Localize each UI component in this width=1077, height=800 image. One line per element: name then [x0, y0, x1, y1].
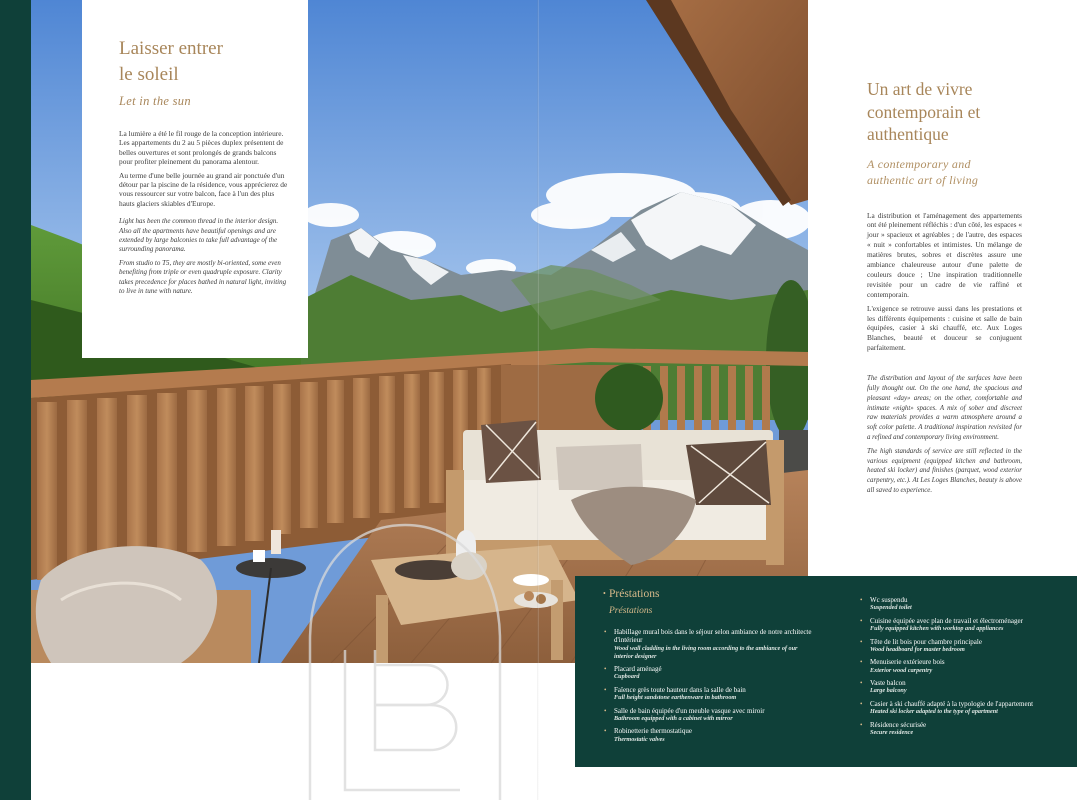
left-text-card: [82, 0, 308, 358]
left-title-line-1: Laisser entrer: [119, 38, 223, 59]
prestation-fr: • Wc suspendu: [870, 596, 908, 604]
prestation-item: [611, 707, 816, 723]
left-title: [119, 36, 289, 88]
right-title-line-3: authentique: [867, 124, 949, 144]
prestation-item: [867, 638, 1072, 654]
right-english-text: [867, 374, 1022, 496]
prestation-fr: • Placard aménagé: [614, 665, 662, 674]
prestation-item: [611, 686, 816, 702]
prestation-en: Full height sandstone earthenware in bathroom: [614, 694, 737, 702]
prestation-en: Secure residence: [870, 729, 914, 737]
prestation-en: Wood headboard for master bedroom: [870, 645, 965, 653]
right-french-text: [867, 211, 1022, 354]
left-title-line-2: le soleil: [119, 64, 179, 85]
prestation-fr: • Menuiserie extérieure bois: [870, 658, 945, 667]
lb-monogram-icon: [290, 520, 520, 800]
prestation-en: Fully equipped kitchen with worktop and appliances: [870, 625, 1004, 633]
prestation-item: [867, 596, 1072, 612]
prestations-column-2: [867, 596, 1072, 742]
right-subtitle-line-2: authentic art of living: [867, 172, 979, 187]
prestations-subtitle: Préstations: [609, 606, 653, 616]
prestation-fr: • Cuisine équipée avec plan de travail et électroménager: [870, 616, 1023, 625]
left-french-text: [119, 129, 289, 208]
right-subtitle: [867, 156, 1022, 188]
left-en-paragraph: From studio to T5, they are mostly bi-oriented, some even benefiting from triple or even quadruple exposure. Clarity takes precedence for places bathed in natural light, inviting to live in tune with nature.: [119, 258, 287, 296]
prestations-panel: [575, 576, 1077, 767]
spine-band: [0, 0, 31, 800]
prestation-fr: • Tête de lit bois pour chambre principale: [870, 637, 982, 646]
prestation-en: Cupboard: [614, 673, 640, 681]
prestation-en: Large balcony: [870, 687, 907, 695]
right-title-line-2: contemporain et: [867, 101, 981, 122]
prestation-fr: • Robinetterie thermostatique: [614, 727, 692, 736]
prestation-en: Suspended toilet: [870, 604, 912, 612]
prestations-title-text: Préstations: [609, 588, 660, 600]
right-en-paragraph: The distribution and layout of the surfaces have been fully thought out. On the one hand, the spacious and pleasant «day» areas; on the other, comfortable and intimate «night» spaces. A mix of sober and discreet raw materials provides a warm atmosphere around a soft color palette. A traditional inspiration revisited for a refined and contemporary living environment.: [867, 375, 1022, 441]
prestations-column-1: [611, 628, 816, 748]
prestation-fr: • Casier à ski chauffé adapté à la typologie de l'appartement: [870, 699, 1034, 708]
left-fr-paragraph: Au terme d'une belle journée au grand air ponctuée d'un détour par la piscine de la résidence, vous apprécierez de vous ressourcer sur votre balcon, face à l'un des plus hauts glaciers skiables d'Europe.: [119, 170, 288, 208]
prestation-en: Wood wall cladding in the living room according to the ambiance of our interior designer: [614, 644, 798, 660]
right-fr-paragraph: La distribution et l'aménagement des appartements ont été pleinement réfléchis : d'un côté, les espaces « jour » spacieux et agréables ; de l'autre, des espaces « nuit » confortables et intimistes. Un mélange de matières brutes, sobres et discrètes assure une ambiance chaleureuse autour d'une palette de couleurs douce ; Une inspiration traditionnelle revisitée pour un cadre de vie raffiné et contemporain.: [867, 210, 1022, 299]
left-subtitle: Let in the sun: [119, 94, 191, 108]
prestation-en: Exterior wood carpentry: [870, 666, 933, 674]
prestation-fr: • Faïence grès toute hauteur dans la salle de bain: [614, 685, 746, 694]
prestation-item: [611, 665, 816, 681]
right-title: [867, 78, 1022, 146]
right-text-column: [867, 78, 1022, 496]
right-fr-paragraph: L'exigence se retrouve aussi dans les prestations et les différents équipements : cuisine et salle de bain équipées, casier à ski chauffé, etc. Aux Loges Blanches, beauté et douceur se conjuguent parfaitement.: [867, 303, 1022, 353]
prestation-item: [867, 658, 1072, 674]
page-fold: [537, 0, 539, 800]
prestation-fr: • Vaste balcon: [870, 679, 906, 688]
prestation-item: [867, 679, 1072, 695]
right-subtitle-line-1: A contemporary and: [867, 156, 971, 171]
prestation-item: [611, 628, 816, 661]
prestation-item: [611, 727, 816, 743]
prestation-en: Heated ski locker adapted to the type of apartment: [870, 708, 998, 716]
prestation-fr: • Résidence sécurisée: [870, 720, 927, 729]
left-fr-paragraph: La lumière a été le fil rouge de la conception intérieure. Les appartements du 2 au 5 pièces duplex présentent de belles ouvertures et sont prolongés de grands balcons pour profiter pleinement du panorama alentour.: [119, 129, 284, 167]
prestation-item: [867, 700, 1072, 716]
prestation-fr: • Habillage mural bois dans le séjour selon ambiance de notre architecte d'intérieur: [614, 628, 812, 645]
bullet-icon: •: [603, 589, 606, 598]
prestation-item: [867, 617, 1072, 633]
right-en-paragraph: The high standards of service are still reflected in the various equipment (equipped kitchen and bathroom, heated ski locker) and finishes (parquet, wood exterior carpentry, etc.). At Les Loges Blanches, beauty is above all saved to experience.: [867, 447, 1022, 494]
left-english-text: [119, 217, 289, 296]
right-title-line-1: Un art de vivre: [867, 79, 973, 99]
prestation-fr: • Salle de bain équipée d'un meuble vasque avec miroir: [614, 706, 765, 715]
left-en-paragraph: Light has been the common thread in the interior design. Also all the apartments have beautiful openings and are extended by large balconies to take full advantage of the surrounding panorama.: [119, 217, 279, 254]
prestations-title: [603, 588, 660, 600]
prestation-en: Thermostatic valves: [614, 735, 665, 743]
prestation-en: Bathroom equipped with a cabinet with mirror: [614, 714, 733, 722]
prestation-item: [867, 721, 1072, 737]
